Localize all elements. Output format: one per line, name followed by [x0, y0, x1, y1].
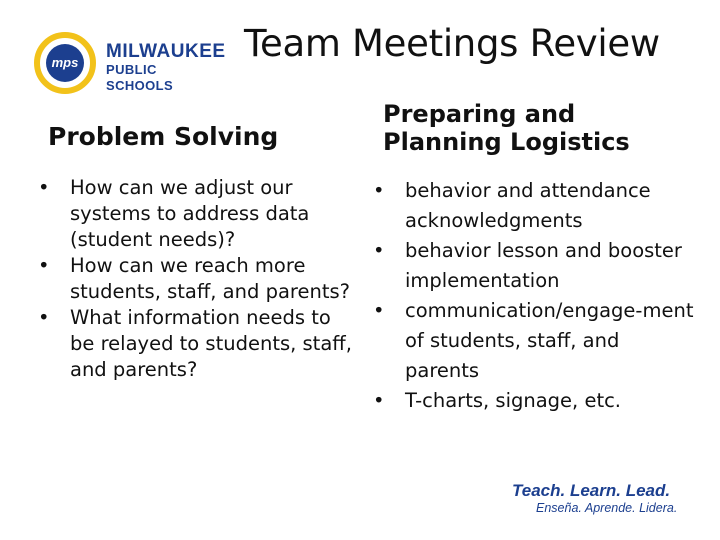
list-item: • behavior and attendance acknowledgments [365, 176, 695, 236]
planning-logistics-heading: Preparing and Planning Logistics [383, 100, 630, 156]
list-item: • T-charts, signage, etc. [365, 386, 695, 416]
tagline-spanish: Enseña. Aprende. Lidera. [536, 501, 678, 515]
mps-logo-mark: mps [51, 55, 79, 70]
list-item: • communication/engage-ment of students, staff, and parents [365, 296, 695, 386]
logo-wordmark [106, 42, 226, 94]
mps-logo [30, 28, 226, 98]
tagline-english: Teach. Learn. Lead. [512, 481, 671, 500]
page-title: Team Meetings Review [244, 22, 660, 65]
footer-tagline [512, 482, 697, 516]
list-item: • behavior lesson and booster implementation [365, 236, 695, 296]
logo-line-1: MILWAUKEE [106, 41, 226, 62]
problem-solving-list [30, 175, 360, 383]
planning-logistics-list [365, 176, 695, 416]
list-item: • What information needs to be relayed to students, staff, and parents? [30, 305, 360, 383]
mps-logo-badge [34, 32, 96, 94]
problem-solving-heading: Problem Solving [48, 122, 279, 151]
logo-line-2: PUBLIC SCHOOLS [106, 62, 174, 93]
list-item: • How can we adjust our systems to address data (student needs)? [30, 175, 360, 253]
list-item: • How can we reach more students, staff, and parents? [30, 253, 360, 305]
